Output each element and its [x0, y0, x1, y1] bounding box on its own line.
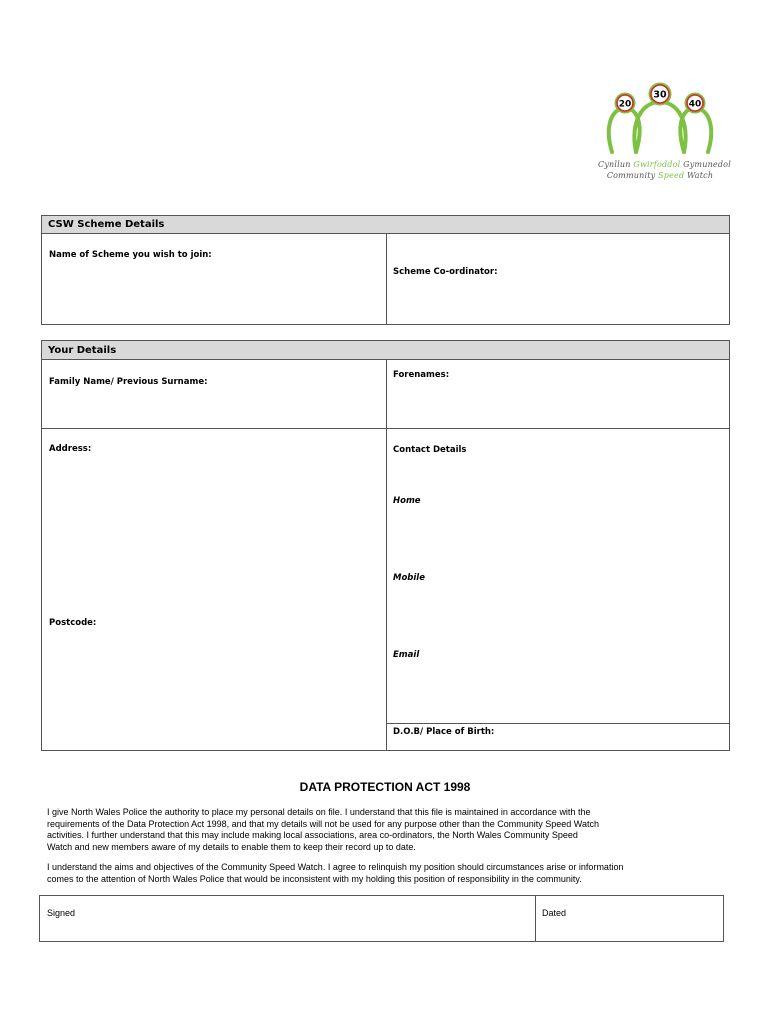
scheme-details-section	[41, 215, 730, 325]
logo-welsh-part2: Gymunedol	[680, 160, 731, 169]
your-details-section	[41, 340, 730, 751]
paragraph-1-line: I give North Wales Police the authority to place my personal details on file. I understand that this file is maintained in accordance with the	[47, 807, 591, 817]
home-phone-field[interactable]	[388, 510, 728, 565]
paragraph-1-line: Watch and new members aware of my details to enable them to keep their record up to date.	[47, 841, 416, 852]
data-protection-title: DATA PROTECTION ACT 1998	[299, 780, 471, 794]
email-label: Email	[393, 650, 420, 660]
logo-welsh-part1: Cynllun	[598, 160, 634, 169]
scheme-coordinator-label: Scheme Co-ordinator:	[393, 267, 498, 277]
logo-english-green: Speed	[658, 171, 685, 180]
details-row-divider	[42, 428, 729, 429]
dob-row-divider	[386, 723, 729, 724]
mobile-phone-field[interactable]	[388, 587, 728, 642]
signature-section	[39, 895, 724, 942]
csw-logo	[598, 76, 731, 184]
dob-place-of-birth-label: D.O.B/ Place of Birth:	[393, 727, 495, 737]
logo-welsh-green: Gwirfoddol	[633, 160, 681, 169]
speed-watch-figures-icon	[598, 76, 722, 162]
scheme-divider	[386, 234, 387, 324]
details-divider	[386, 360, 387, 750]
mobile-phone-label: Mobile	[393, 573, 425, 583]
signed-label: Signed	[47, 908, 76, 918]
scheme-name-field[interactable]	[43, 264, 385, 322]
data-protection-paragraph-1	[47, 807, 727, 853]
logo-welsh-text	[598, 160, 731, 169]
signature-field[interactable]	[41, 897, 534, 941]
forenames-field[interactable]	[388, 383, 728, 427]
family-name-field[interactable]	[43, 391, 385, 427]
dob-place-of-birth-field[interactable]	[502, 725, 728, 749]
contact-details-label: Contact Details	[393, 445, 467, 455]
logo-english-part1: Community	[606, 171, 659, 180]
address-field[interactable]	[43, 458, 385, 608]
paragraph-2-line: comes to the attention of North Wales Police that would be inconsistent with my holding this position of responsibility in the community.	[47, 873, 582, 884]
paragraph-2-line: I understand the aims and objectives of the Community Speed Watch. I agree to relinquish my position should circumstances arise or information	[47, 862, 624, 872]
postcode-field[interactable]	[43, 632, 385, 750]
postcode-label: Postcode:	[49, 618, 97, 628]
family-name-label: Family Name/ Previous Surname:	[49, 377, 208, 387]
signature-divider	[535, 896, 536, 941]
home-phone-label: Home	[393, 496, 421, 506]
data-protection-paragraph-2	[47, 862, 727, 885]
sign-20: 20	[618, 99, 632, 110]
sign-40: 40	[688, 99, 702, 110]
forenames-label: Forenames:	[393, 370, 450, 380]
your-details-header: Your Details	[42, 341, 729, 360]
scheme-details-header: CSW Scheme Details	[42, 216, 729, 234]
paragraph-1-line: requirements of the Data Protection Act 1998, and that my details will not be used for any purpose other than the Community Speed Watch	[47, 818, 599, 829]
paragraph-1-line: activities. I further understand that this may include making local associations, area co-ordinators, the North Wales Community Speed	[47, 830, 578, 840]
address-label: Address:	[49, 444, 92, 454]
scheme-coordinator-field[interactable]	[388, 280, 728, 322]
dated-label: Dated	[542, 908, 567, 918]
date-field[interactable]	[537, 897, 723, 941]
email-field[interactable]	[388, 664, 728, 722]
logo-english-text	[598, 171, 722, 180]
scheme-name-label: Name of Scheme you wish to join:	[49, 250, 212, 260]
sign-30: 30	[653, 89, 667, 101]
logo-english-part2: Watch	[684, 171, 714, 180]
